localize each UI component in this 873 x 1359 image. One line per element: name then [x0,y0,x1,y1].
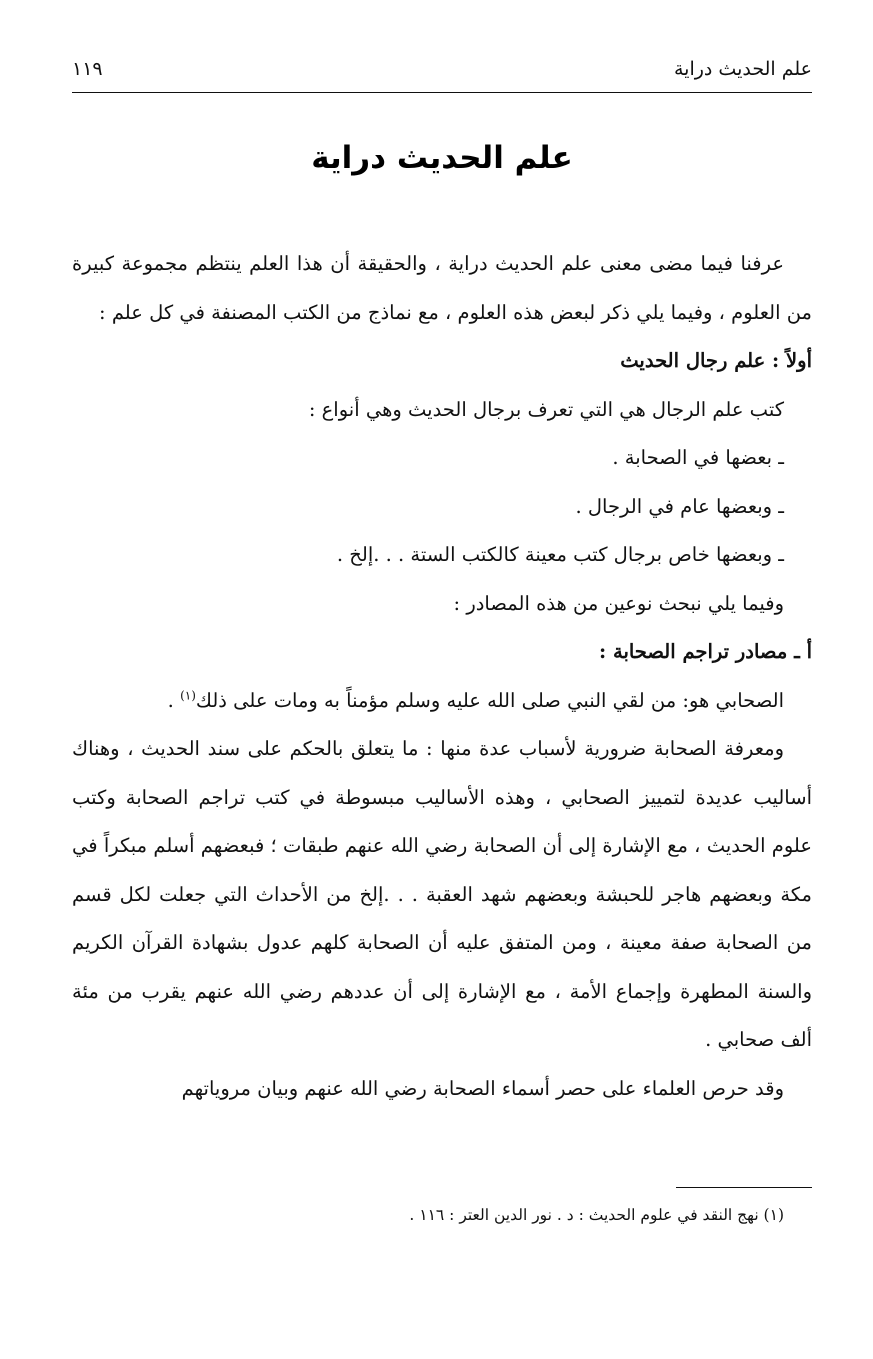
list-item: ـ وبعضها عام في الرجال . [575,494,784,518]
footnote: (١) نهج النقد في علوم الحديث : د . نور الدين العتر : ١١٦ . [409,1206,784,1224]
chapter-title: علم الحديث دراية [311,140,573,176]
scholars-paragraph: وقد حرص العلماء على حصر أسماء الصحابة رضي الله عنهم وبيان مروياتهم [181,1076,784,1100]
intro-paragraph: عرفنا فيما مضى معنى علم الحديث دراية ، والحقيقة أن هذا العلم ينتظم مجموعة كبيرة من العلوم ، وفيما يلي ذكر لبعض هذه العلوم ، مع نماذج من الكتب المصنفة في كل علم : [72,252,812,324]
running-header [72,56,812,93]
companion-definition-text: الصحابي هو: من لقي النبي صلى الله عليه وسلم مؤمناً به ومات على ذلك [195,688,784,712]
footnote-reference[interactable]: (١) [180,688,196,702]
body-text [72,240,812,1113]
section-heading-narrators: أولاً : علم رجال الحديث [620,349,812,372]
header-title: علم الحديث دراية [674,58,812,80]
page-number: ١١٩ [72,58,103,80]
narrators-books-paragraph: كتب علم الرجال هي التي تعرف برجال الحديث وهي أنواع : [308,397,784,421]
sources-intro-paragraph: وفيما يلي نبحث نوعين من هذه المصادر : [453,591,784,615]
companion-definition-paragraph [72,677,812,726]
list-item: ـ بعضها في الصحابة . [612,446,784,469]
section-heading-companions: أ ـ مصادر تراجم الصحابة : [599,640,812,663]
footnote-divider [676,1187,812,1188]
companions-knowledge-paragraph: ومعرفة الصحابة ضرورية لأسباب عدة منها : ما يتعلق بالحكم على سند الحديث ، وهناك أساليب عديدة لتمييز الصحابي ، وهذه الأساليب مبسوطة في كتب تراجم الصحابة وكتب علوم الحديث ، مع الإشارة إلى أن الصحابة رضي الله عنهم طبقات ؛ فبعضهم أسلم مبكراً في مكة وبعضهم هاجر للحبشة وبعضهم شهد العقبة . . .إلخ من الأحداث التي جعلت لكل قسم من الصحابة صفة معينة ، ومن المتفق عليه أن الصحابة كلهم عدول بشهادة القرآن الكريم والسنة المطهرة وإجماع الأمة ، مع الإشارة إلى أن عددهم رضي الله عنهم يقرب من مئة ألف صحابي . [72,737,812,1051]
sentence-end: . [167,688,181,712]
list-item: ـ وبعضها خاص برجال كتب معينة كالكتب الستة . . .إلخ . [336,543,784,566]
